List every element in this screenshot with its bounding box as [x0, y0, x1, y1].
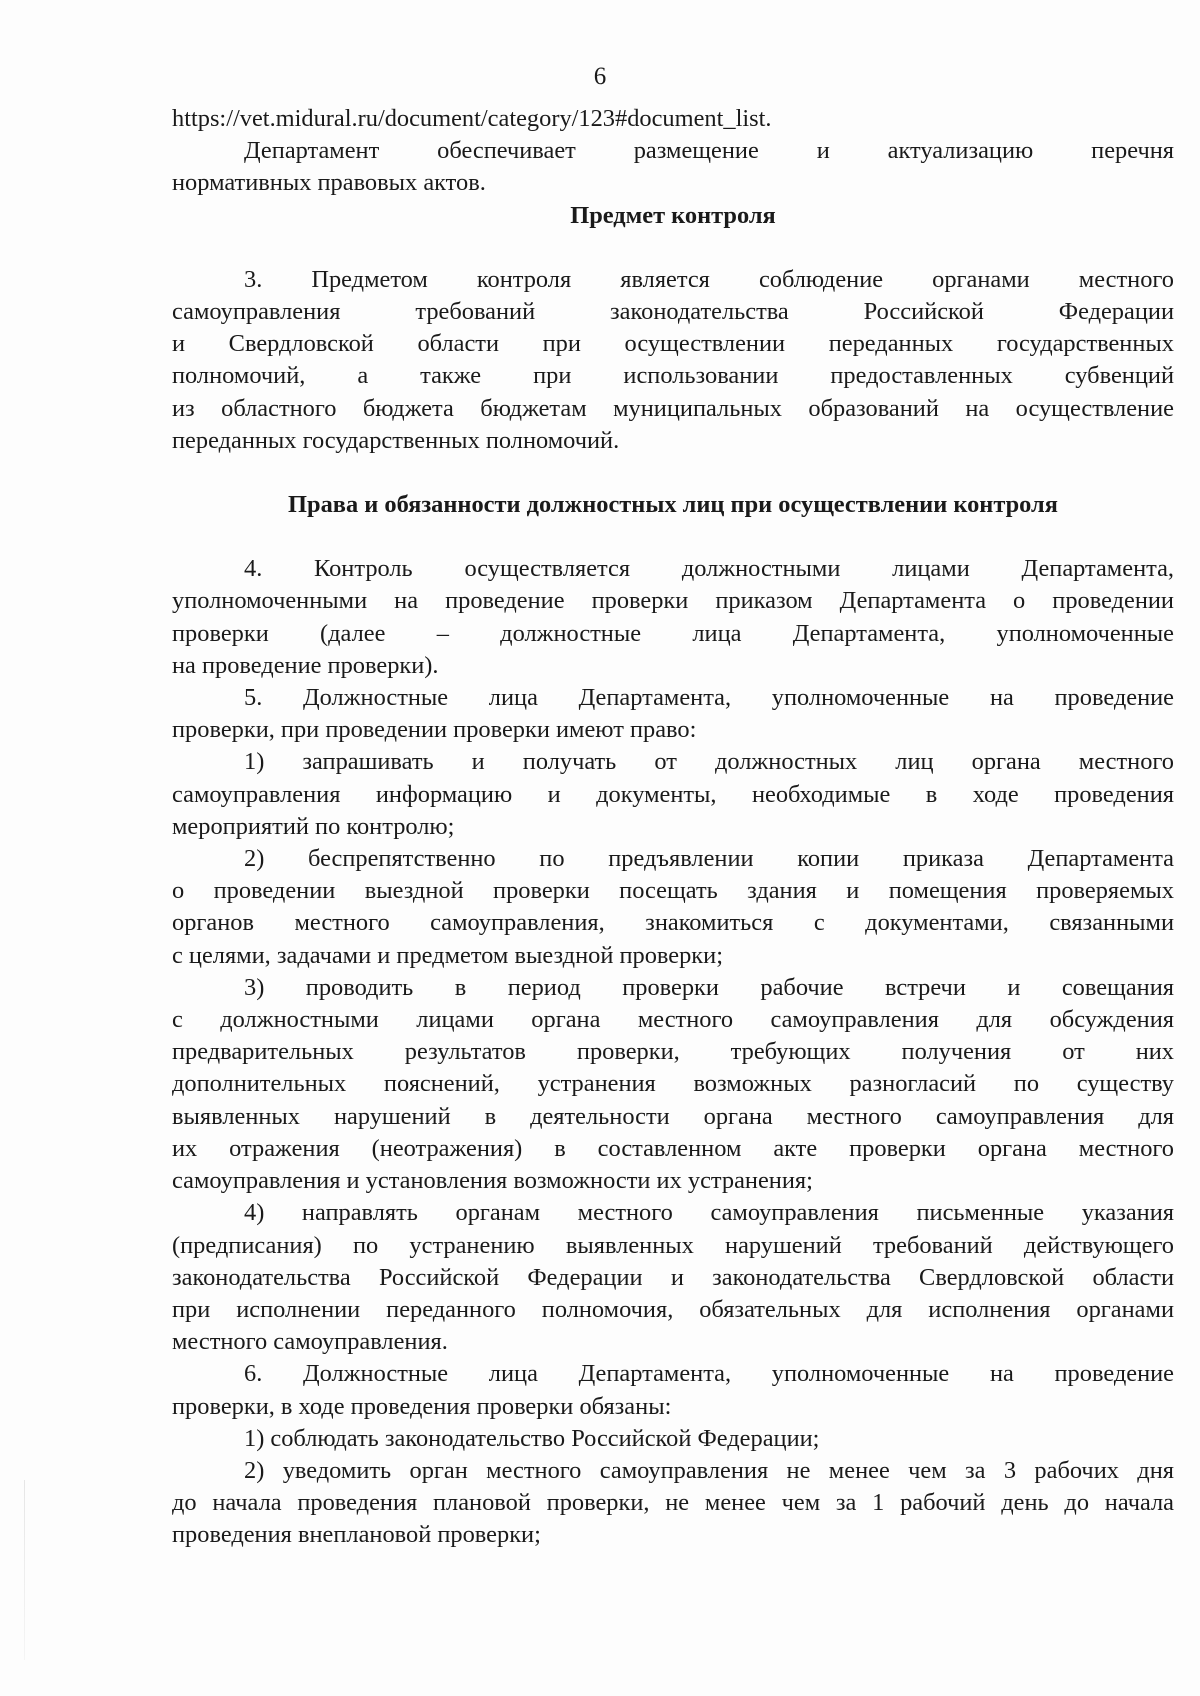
list-item-line: до начала проведения плановой проверки, не менее чем за 1 рабочий день до начала: [172, 1489, 1174, 1517]
list-item-line: 4) направлять органам местного самоуправления письменные указания: [244, 1199, 1174, 1227]
section-heading-rights: Права и обязанности должностных лиц при осуществлении контроля: [288, 491, 1058, 519]
url-line: https://vet.midural.ru/document/category/123#document_list.: [172, 105, 772, 132]
spacer: [172, 521, 1174, 553]
section-heading-subject: Предмет контроля: [570, 201, 776, 229]
paragraph-line: уполномоченными на проведение проверки приказом Департамента о проведении: [172, 587, 1174, 615]
paragraph-line: проверки, в ходе проведения проверки обязаны:: [172, 1392, 672, 1420]
scan-edge-mark: [24, 1480, 25, 1660]
list-item-line: предварительных результатов проверки, требующих получения от них: [172, 1038, 1174, 1066]
list-item-line: их отражения (неотражения) в составленном акте проверки органа местного: [172, 1134, 1174, 1162]
document-body: [172, 103, 1174, 1552]
paragraph-line: 4. Контроль осуществляется должностными лицами Департамента,: [244, 555, 1174, 583]
list-item-line: выявленных нарушений в деятельности органа местного самоуправления для: [172, 1102, 1174, 1130]
paragraph-line: 3. Предметом контроля является соблюдение органами местного: [244, 265, 1174, 293]
list-item-line: 1) соблюдать законодательство Российской Федерации;: [244, 1424, 820, 1452]
paragraph-line: полномочий, а также при использовании предоставленных субвенций: [172, 362, 1174, 390]
paragraph-line: Департамент обеспечивает размещение и актуализацию перечня: [244, 137, 1174, 165]
paragraph-line: нормативных правовых актов.: [172, 169, 486, 197]
paragraph-line: на проведение проверки).: [172, 651, 439, 679]
list-item-line: мероприятий по контролю;: [172, 812, 455, 840]
list-item-line: самоуправления и установления возможности их устранения;: [172, 1167, 813, 1195]
list-item-line: (предписания) по устранению выявленных нарушений требований действующего: [172, 1231, 1174, 1259]
list-item-line: проведения внеплановой проверки;: [172, 1521, 541, 1549]
list-item-line: с должностными лицами органа местного самоуправления для обсуждения: [172, 1006, 1174, 1034]
list-item-line: с целями, задачами и предметом выездной проверки;: [172, 941, 723, 969]
page-number: 6: [593, 63, 607, 90]
list-item-line: органов местного самоуправления, знакомиться с документами, связанными: [172, 909, 1174, 937]
paragraph-line: самоуправления требований законодательства Российской Федерации: [172, 298, 1174, 326]
list-item-line: местного самоуправления.: [172, 1328, 448, 1356]
paragraph-line: проверки, при проведении проверки имеют право:: [172, 716, 697, 744]
spacer: [172, 232, 1174, 264]
list-item-line: 2) беспрепятственно по предъявлении копии приказа Департамента: [244, 845, 1174, 873]
list-item-line: самоуправления информацию и документы, необходимые в ходе проведения: [172, 780, 1174, 808]
spacer: [172, 457, 1174, 489]
list-item-line: 2) уведомить орган местного самоуправления не менее чем за 3 рабочих дня: [244, 1456, 1174, 1484]
list-item-line: законодательства Российской Федерации и законодательства Свердловской области: [172, 1263, 1174, 1291]
paragraph-line: 5. Должностные лица Департамента, уполномоченные на проведение: [244, 684, 1174, 712]
paragraph-line: переданных государственных полномочий.: [172, 426, 620, 454]
paragraph-line: и Свердловской области при осуществлении переданных государственных: [172, 330, 1174, 358]
list-item-line: при исполнении переданного полномочия, обязательных для исполнения органами: [172, 1295, 1174, 1323]
list-item-line: 3) проводить в период проверки рабочие встречи и совещания: [244, 973, 1174, 1001]
paragraph-line: проверки (далее – должностные лица Департамента, уполномоченные: [172, 619, 1174, 647]
list-item-line: дополнительных пояснений, устранения возможных разногласий по существу: [172, 1070, 1174, 1098]
paragraph-line: 6. Должностные лица Департамента, уполномоченные на проведение: [244, 1360, 1174, 1388]
list-item-line: 1) запрашивать и получать от должностных лиц органа местного: [244, 748, 1174, 776]
list-item-line: о проведении выездной проверки посещать здания и помещения проверяемых: [172, 877, 1174, 905]
paragraph-line: из областного бюджета бюджетам муниципальных образований на осуществление: [172, 394, 1174, 422]
